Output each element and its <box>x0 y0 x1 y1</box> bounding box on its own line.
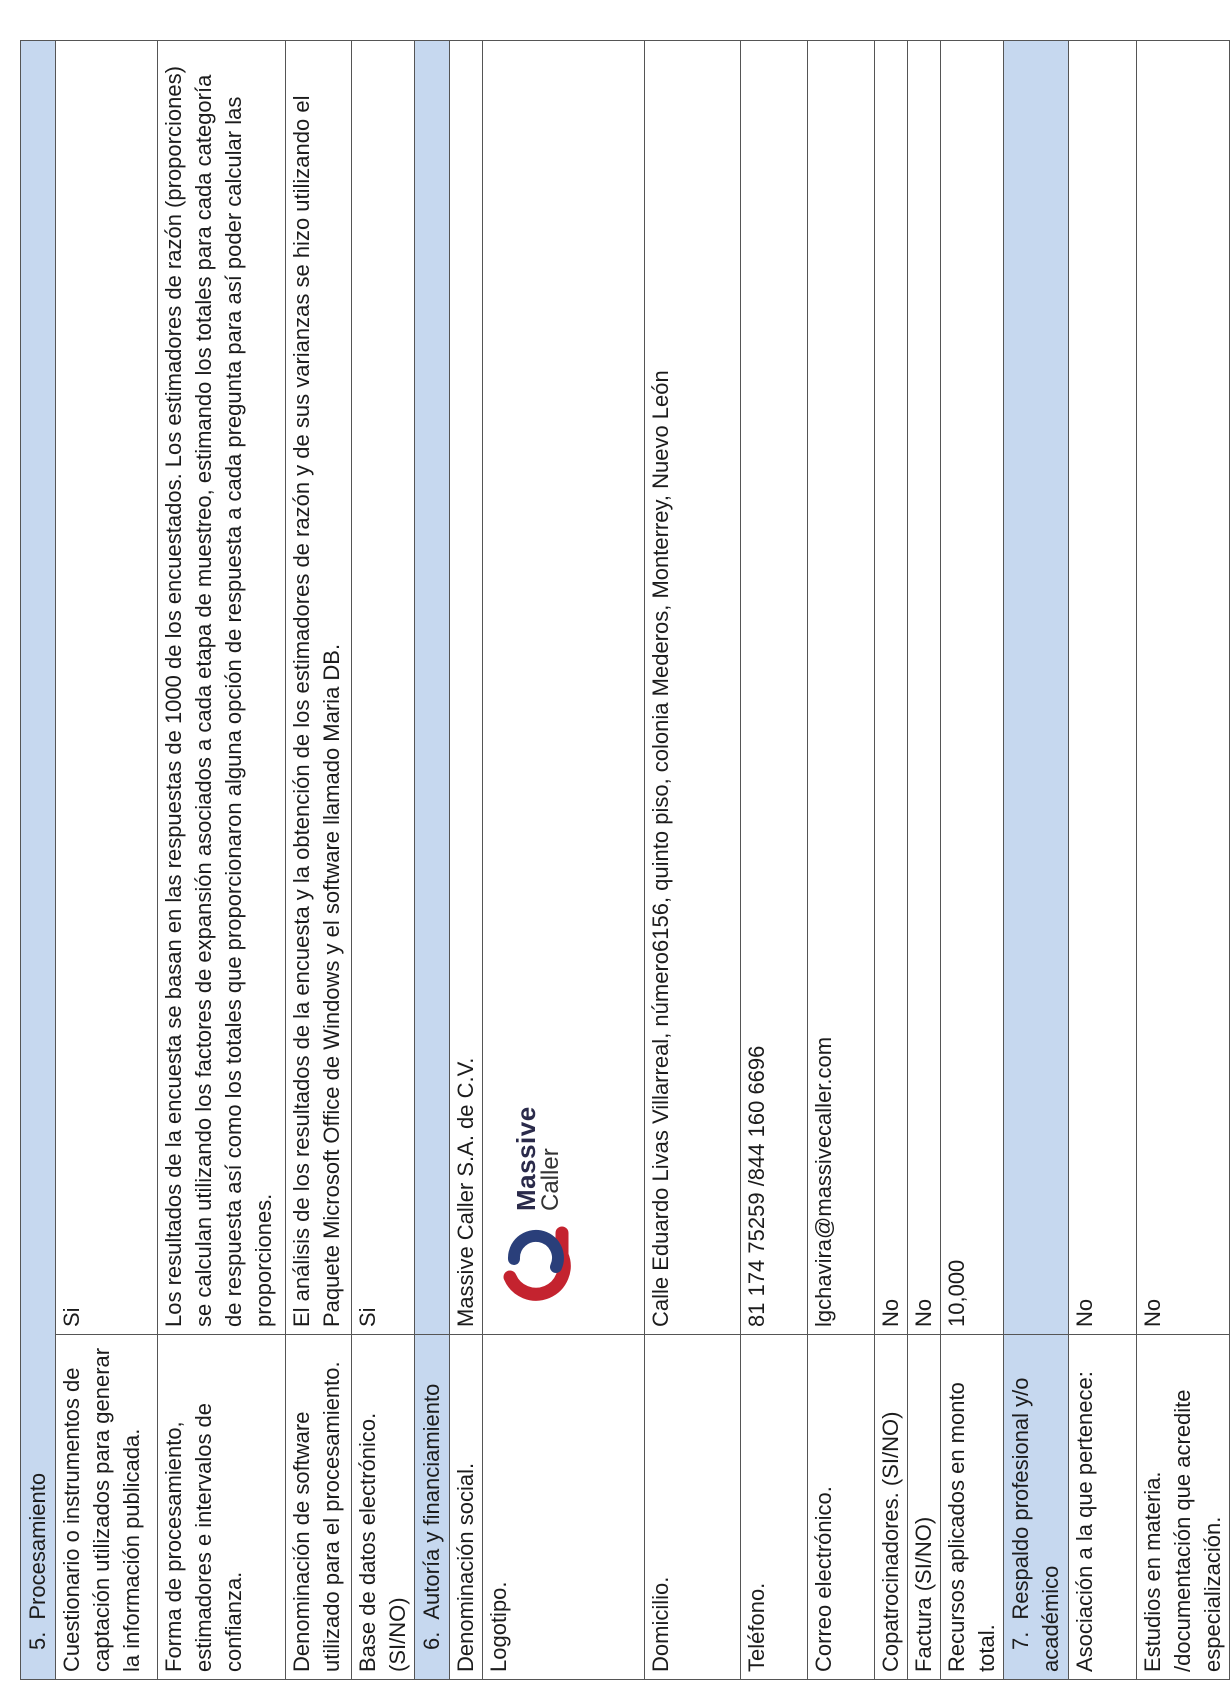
field-value: Los resultados de la encuesta se basan en las respuestas de 1000 de los encuestados. Los estimadores de razón (proporciones) se calculan utilizando los factores de expansión asociados a cada etapa de muestreo, estimando los totales para cada categoría de respuesta así como los totales que proporcionaron alguna opción de respuesta a cada pregunta para así poder calcular las proporciones. <box>158 41 286 1335</box>
section-title: Autoría y financiamiento <box>419 1383 444 1620</box>
field-label: Forma de procesamiento, estimadores e intervalos de confianza. <box>158 1335 286 1680</box>
section-title: Procesamiento <box>25 1472 50 1620</box>
field-value: El análisis de los resultados de la encuesta y la obtención de los estimadores de razón y de sus varianzas se hizo utilizando el Paquete Microsoft Office de Windows y el software llamado Maria DB. <box>286 41 352 1335</box>
row-logotipo <box>483 41 645 1680</box>
row-software <box>286 41 352 1680</box>
row-denominacion <box>450 41 483 1680</box>
section-header-autoria <box>415 41 450 1680</box>
field-label: Factura (SI/NO) <box>908 1335 941 1680</box>
section-header-respaldo <box>1004 41 1069 1680</box>
field-label: Logotipo. <box>483 1335 645 1680</box>
field-value: Massive Caller S.A. de C.V. <box>450 41 483 1335</box>
row-forma-procesamiento <box>158 41 286 1680</box>
field-value: No <box>1069 41 1137 1335</box>
section-number: 7. <box>1008 1631 1033 1650</box>
section-header-procesamiento <box>21 41 56 1680</box>
massive-caller-logo-icon <box>498 1217 578 1307</box>
row-estudios <box>1137 41 1230 1680</box>
logo-word-caller: Caller <box>537 1148 564 1211</box>
field-value: Si <box>56 41 158 1335</box>
row-recursos <box>941 41 1004 1680</box>
field-value: Calle Eduardo Livas Villarreal, número6156, quinto piso, colonia Mederos, Monterrey, Nuevo León <box>645 41 741 1335</box>
field-label: Correo electrónico. <box>808 1335 875 1680</box>
field-label: Asociación a la que pertenece: <box>1069 1335 1137 1680</box>
field-value: No <box>1137 41 1230 1335</box>
field-value: lgchavira@massivecaller.com <box>808 41 875 1335</box>
section-number: 6. <box>419 1631 444 1650</box>
logo-word-massive: Massive <box>511 1106 541 1211</box>
row-asociacion <box>1069 41 1137 1680</box>
field-value: No <box>908 41 941 1335</box>
row-correo <box>808 41 875 1680</box>
field-label: Estudios en materia. /documentación que acredite especialización. <box>1137 1335 1230 1680</box>
section-number: 5. <box>25 1631 50 1650</box>
row-cuestionario <box>56 41 158 1680</box>
form-table <box>20 40 1230 1680</box>
field-value: Si <box>352 41 415 1335</box>
company-logo <box>484 48 578 1327</box>
row-domicilio <box>645 41 741 1680</box>
row-telefono <box>741 41 808 1680</box>
logo-wordmark <box>513 1106 563 1211</box>
field-label: Recursos aplicados en monto total. <box>941 1335 1004 1680</box>
row-factura <box>908 41 941 1680</box>
field-label: Cuestionario o instrumentos de captación utilizados para generar la información publicada. <box>56 1335 158 1680</box>
row-base-datos <box>352 41 415 1680</box>
field-label: Denominación de software utilizado para el procesamiento. <box>286 1335 352 1680</box>
field-value: 81 174 75259 /844 160 6696 <box>741 41 808 1335</box>
field-label: Denominación social. <box>450 1335 483 1680</box>
field-label: Base de datos electrónico. (SI/NO) <box>352 1335 415 1680</box>
field-label: Copatrocinadores. (SI/NO) <box>875 1335 908 1680</box>
field-label: Domicilio. <box>645 1335 741 1680</box>
section-title: Respaldo profesional y/o académico <box>1008 1377 1063 1672</box>
field-value: No <box>875 41 908 1335</box>
field-label: Teléfono. <box>741 1335 808 1680</box>
field-value: 10,000 <box>941 41 1004 1335</box>
row-copatrocinadores <box>875 41 908 1680</box>
field-value <box>483 41 645 1335</box>
